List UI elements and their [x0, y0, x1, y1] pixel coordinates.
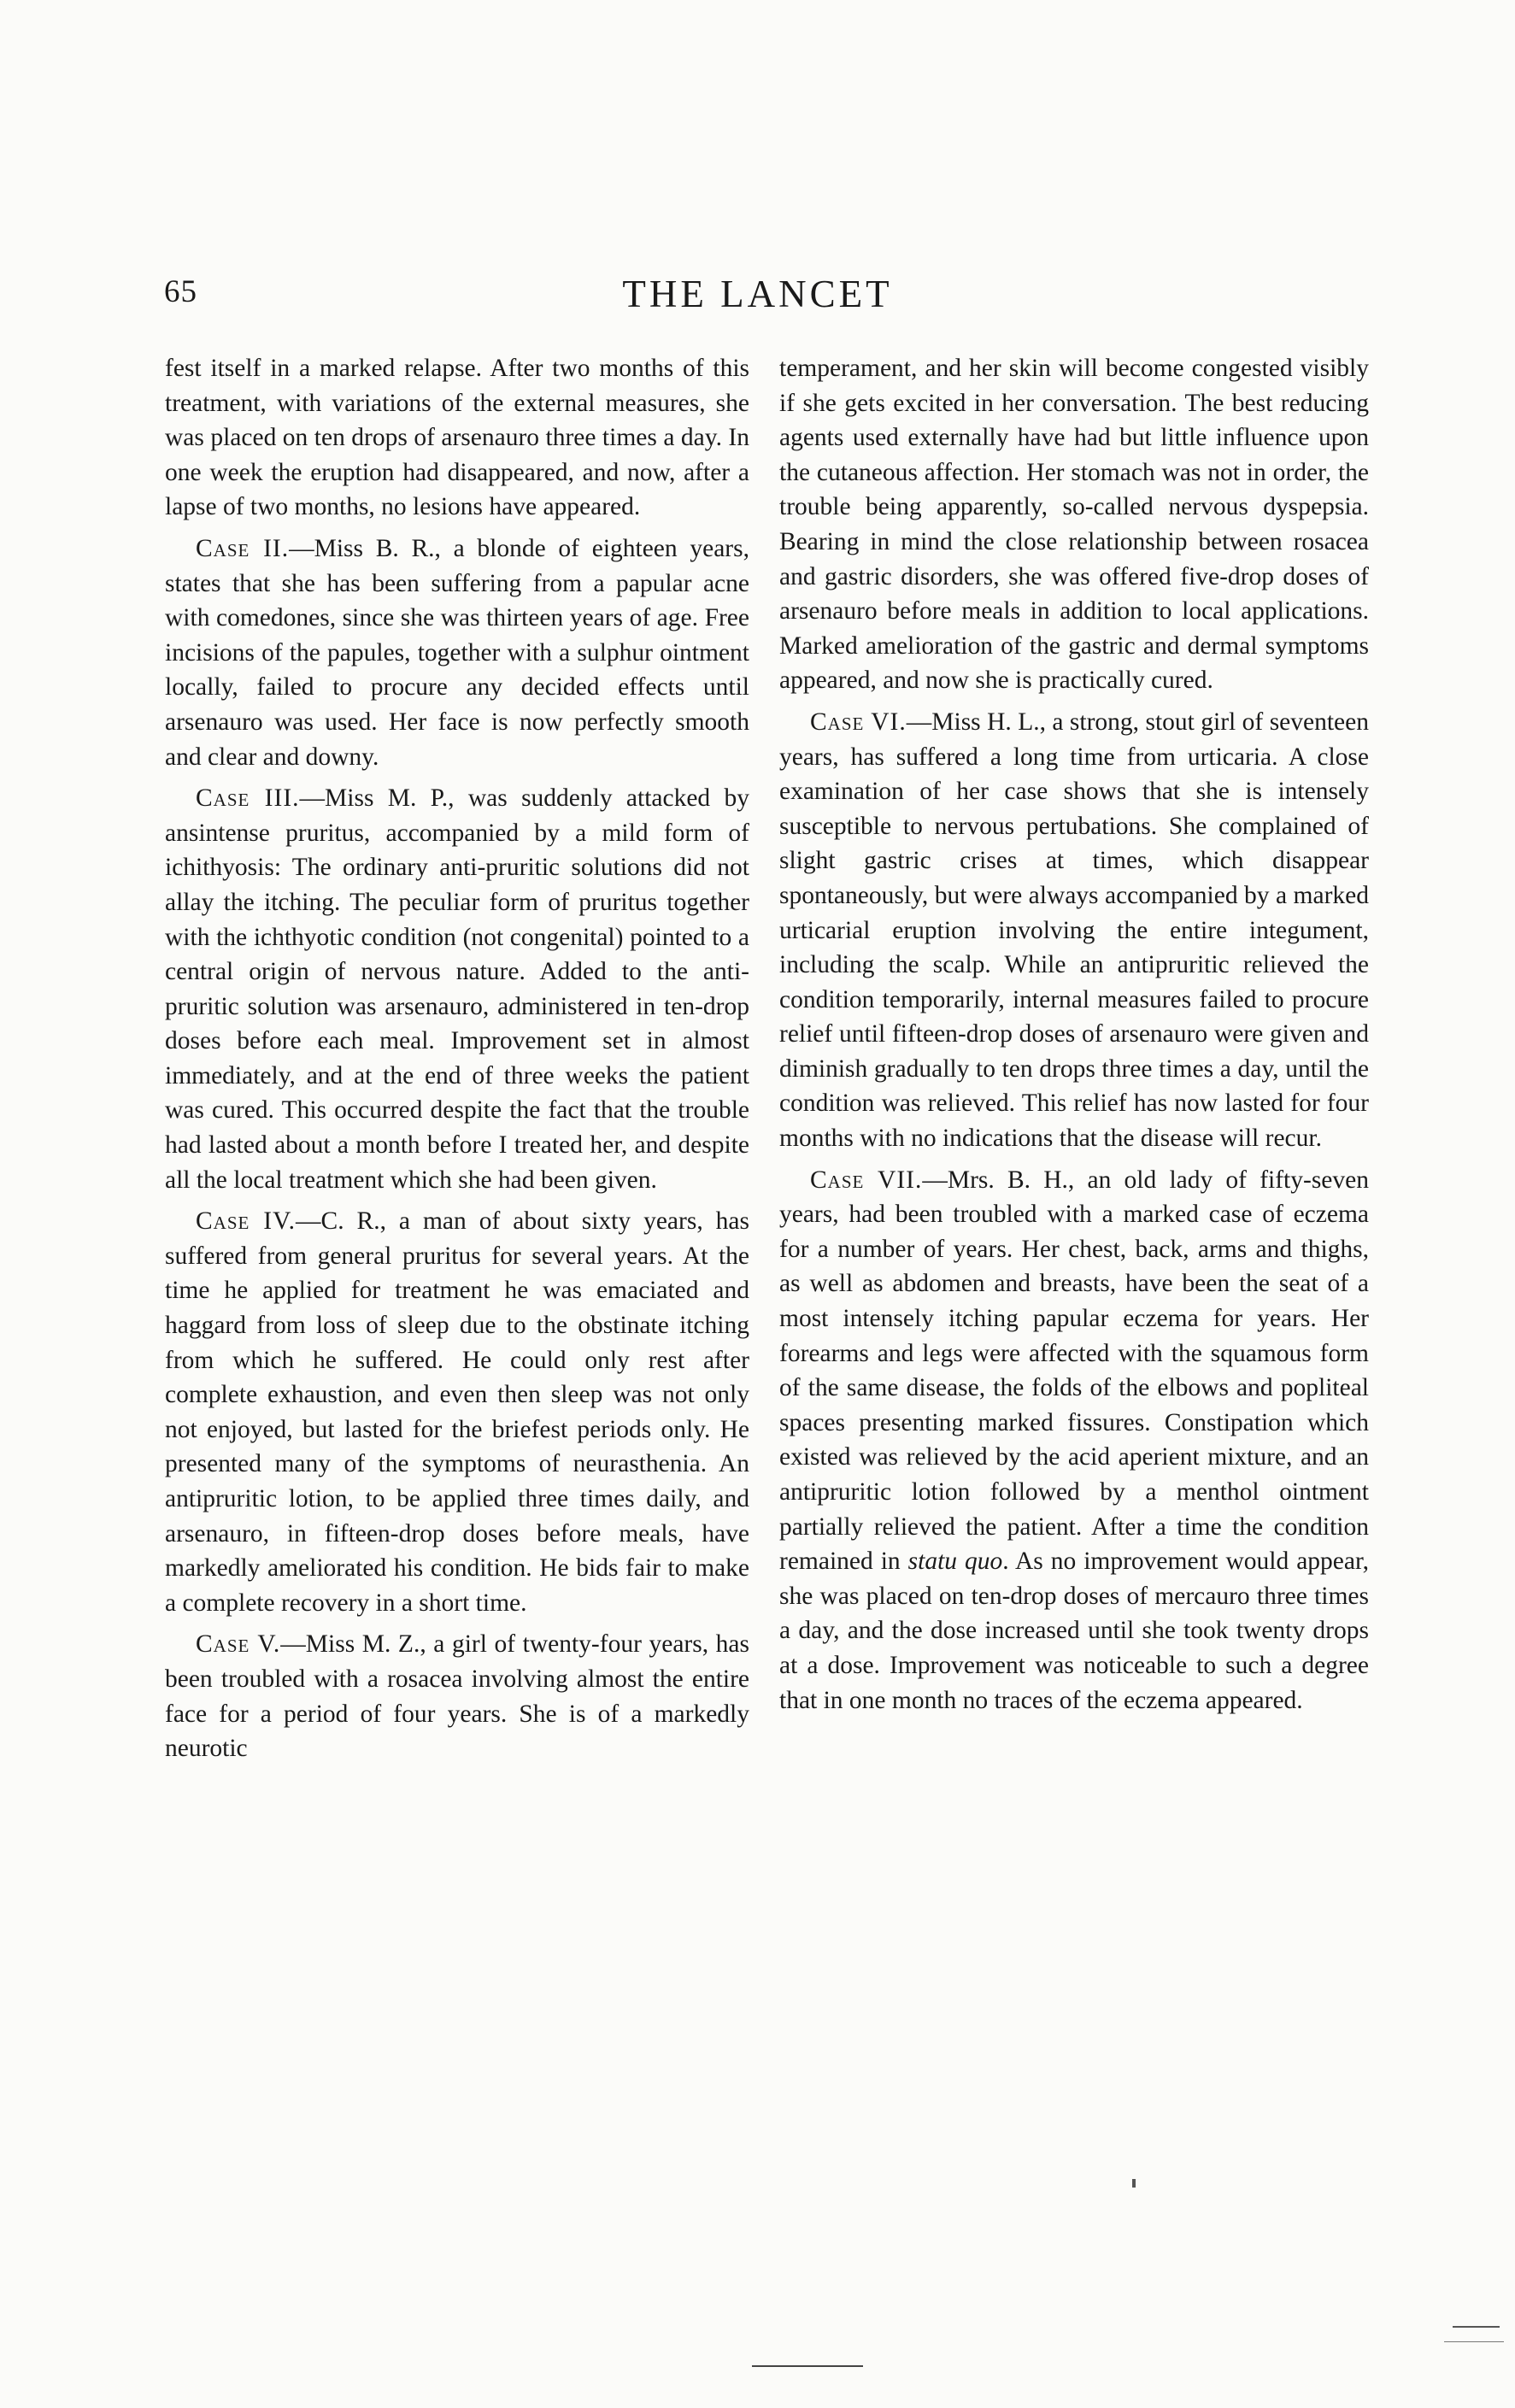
page-number: 65	[164, 274, 197, 309]
paragraph-case-3	[165, 781, 749, 1197]
paragraph-text: temperament, and her skin will become congested visibly if she gets excited in her conversation. The best reducing agents used externally have had but little influence upon the cutaneous affection. Her stomach was not in order, the trouble being apparently, so-called nervous dyspepsia. Bearing in mind the close relationship between rosacea and gastric disorders, she was offered five-drop doses of arsenauro before meals in addition to local applications. Marked amelioration of the gastric and dermal symptoms appeared, and now she is practically cured.	[779, 355, 1369, 695]
paragraph-text: —Miss M. Z., a girl of twenty-four years, has been troubled with a rosacea involving almost the entire face for a period of four years. She is of a markedly neurotic	[165, 1630, 749, 1763]
paragraph-case-5	[165, 1627, 749, 1765]
italic-phrase: statu quo	[907, 1548, 1003, 1576]
page-header	[0, 272, 1515, 323]
corner-rule	[1453, 2326, 1500, 2328]
case-label: Case VII.	[810, 1166, 923, 1194]
right-column	[779, 351, 1369, 1724]
paragraph-text: —Miss B. R., a blonde of eighteen years, states that she has been suffering from a papular acne with comedones, since she was thirteen years of age. Free incisions of the papules, together with a sulphur ointment locally, failed to procure any decided effects until arsenauro was used. Her face is now perfectly smooth and clear and downy.	[165, 534, 749, 771]
case-label: Case III.	[196, 784, 300, 813]
paragraph-text: —Mrs. B. H., an old lady of fifty-seven years, had been troubled with a marked case of eczema for a number of years. Her chest, back, arms and thighs, as well as abdomen and breasts, have been the seat of a most intensely itching papular eczema for years. Her forearms and legs were affected with the squamous form of the same disease, the folds of the elbows and popliteal spaces presenting marked fissures. Constipation which existed was relieved by the acid aperient mixture, and an antipruritic lotion followed by a menthol ointment partially relieved the patient. After a time the condition remained in	[779, 1166, 1369, 1576]
case-label: Case IV.	[196, 1207, 297, 1236]
paragraph-text: —Miss M. P., was suddenly attacked by ansintense pruritus, accompanied by a mild form of ichithyosis: The ordinary anti-pruritic solutions did not allay the itching. The peculiar form of pruritus together with the ichthyotic condition (not congenital) pointed to a central origin of nervous nature. Added to the anti-pruritic solution was arsenauro, administered in ten-drop doses before each meal. Improvement set in almost immediately, and at the end of three weeks the patient was cured. This occurred despite the fact that the trouble had lasted about a month before I treated her, and despite all the local treatment which she had been given.	[165, 784, 750, 1194]
case-label: Case II.	[196, 534, 290, 562]
print-mark	[1132, 2179, 1136, 2188]
paragraph-continuation	[779, 351, 1369, 698]
paragraph-continuation	[165, 351, 749, 525]
paragraph-text: . As no improvement would appear, she was placed on ten-drop doses of mercauro three times a day, and the dose increased until she took twenty drops at a dose. Improvement was noticeable to such a degree that in one month no traces of the eczema appeared.	[779, 1548, 1370, 1714]
paragraph-case-7	[779, 1163, 1369, 1718]
running-title: THE LANCET	[622, 273, 893, 315]
paragraph-case-4	[165, 1204, 749, 1620]
case-label: Case VI.	[810, 708, 907, 736]
left-column	[165, 351, 749, 1773]
paragraph-case-2	[165, 532, 749, 774]
paragraph-text: —Miss H. L., a strong, stout girl of seventeen years, has suffered a long time from urticaria. A close examination of her case shows that she is intensely susceptible to nervous pertubations. She complained of slight gastric crises at times, which disappear spontaneously, but were always accompanied by a marked urticarial eruption involving the entire integument, including the scalp. While an antipruritic relieved the condition temporarily, internal measures failed to procure relief until fifteen-drop doses of arsenauro were given and diminish gradually to ten drops three times a day, until the condition was relieved. This relief has now lasted for four months with no indications that the disease will recur.	[779, 708, 1369, 1153]
case-label: Case V.	[196, 1630, 281, 1659]
paragraph-text: fest itself in a marked relapse. After two months of this treatment, with variations of the external measures, she was placed on ten drops of arsenauro three times a day. In one week the eruption had disappeared, and now, after a lapse of two months, no lesions have appeared.	[165, 355, 749, 521]
paragraph-case-6	[779, 705, 1369, 1156]
corner-rule	[1444, 2341, 1504, 2342]
paragraph-text: —C. R., a man of about sixty years, has suffered from general pruritus for several years. At the time he applied for treatment he was emaciated and haggard from loss of sleep due to the obstinate itching from which he suffered. He could only rest after complete exhaustion, and even then sleep was not only not enjoyed, but lasted for the briefest periods only. He presented many of the symptoms of neurasthenia. An antipruritic lotion, to be applied three times daily, and arsenauro, in fifteen-drop doses before meals, have markedly ameliorated his condition. He bids fair to make a complete recovery in a short time.	[165, 1207, 749, 1617]
bottom-rule	[752, 2365, 863, 2367]
